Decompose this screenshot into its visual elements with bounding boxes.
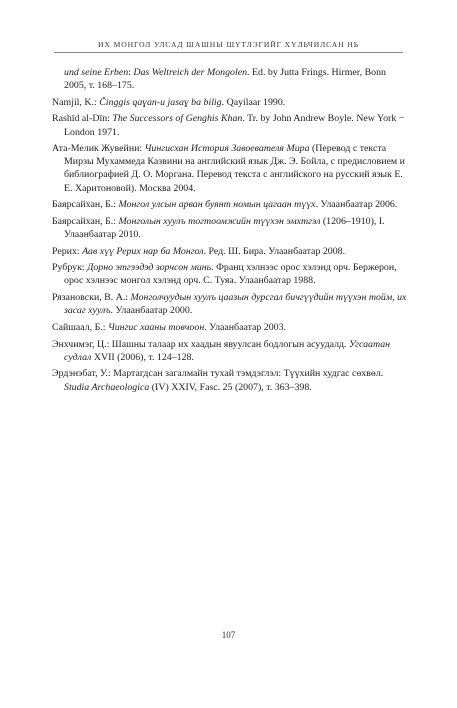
entry-author: Баярсайхан, Б.: <box>52 215 119 227</box>
entry-details: XVII (2006), т. 124–128. <box>91 351 194 363</box>
bibliography-entry <box>52 338 408 364</box>
entry-details: . Улаанбаатар 2006. <box>315 199 398 211</box>
entry-title: Монголын хуулъ тогтоомжийн түүхэн эмхтгэл <box>118 215 321 227</box>
entry-details: (1206–1910), I. Улаанбаатар 2010. <box>64 215 385 240</box>
entry-details: . Ed. by Jutta Frings. Hirmer, Bonn 2005, т. 168–175. <box>64 67 386 92</box>
entry-title-2: Das Weltreich der Mongolen <box>133 67 248 78</box>
entry-author: Рубрук: <box>52 262 88 274</box>
running-header: ИХ МОНГОЛ УЛСАД ШАШНЫ ШҮТЛЭГИЙГ ХҮЛЬЧИЛСАН НЬ <box>98 40 359 49</box>
header-rule <box>54 52 403 53</box>
page-number: 107 <box>221 630 236 640</box>
entry-details: . Франц хэлнээс орос хэлэнд орч. Бержерон, орос хэлнээс монгол хэлэнд орч. С. Туяа. Улаанбаатар 1988. <box>64 262 397 287</box>
bibliography-list <box>52 66 408 397</box>
entry-title: Монгол улсын арван буянт номын цагаан түүх <box>118 199 316 211</box>
entry-details: . Ред. Ш. Бира. Улаанбаатар 2008. <box>203 245 346 257</box>
bibliography-entry <box>52 215 408 241</box>
entry-author: Баярсайхан, Б.: <box>52 199 119 211</box>
entry-author: Рязановски, В. А.: <box>52 292 131 304</box>
entry-title: Činggis qaɣan-u jasaɣ ba bilig <box>99 96 222 108</box>
bibliography-entry <box>52 245 408 258</box>
bibliography-entry <box>52 198 408 211</box>
entry-title: Чингис хааны товчоон <box>107 321 205 333</box>
entry-details: . Tr. by John Andrew Boyle. New York − London 1971. <box>64 113 405 138</box>
entry-title: Studia Archaeologica <box>64 381 150 393</box>
entry-title: Угсаатан судлал <box>64 338 391 363</box>
entry-author: Namjil, K.: <box>52 96 100 108</box>
entry-text: : <box>128 67 134 78</box>
entry-author: Ата-Мелик Жувейни: <box>52 143 145 155</box>
bibliography-entry <box>52 321 408 334</box>
entry-details: (IV) XXIV, Fasc. 25 (2007), т. 363–398. <box>149 381 312 393</box>
entry-title: The Successors of Genghis Khan <box>112 113 243 125</box>
entry-title: Дорно этгээдэд зорчсон минь <box>87 262 212 274</box>
entry-title: Монголчуудын хуулъ цаазын дурсгал бичгүүдийн түүхэн тойм, их засаг хуулъ <box>64 292 407 317</box>
bibliography-entry <box>52 367 408 393</box>
bibliography-entry <box>52 142 408 194</box>
bibliography-entry <box>52 112 408 138</box>
entry-details: . Qayilaar 1990. <box>221 96 286 108</box>
bibliography-entry <box>52 261 408 287</box>
entry-author: Эрдэнэбат, У.: Мартагдсан загалмайн тухай тэмдэглэл: Түүхийн худгас сөхвөл. <box>52 368 384 380</box>
entry-author: Энхчимэг, Ц.: Шашны талаар их хаадын явуулсан бодлогын асуудалд. <box>52 338 349 350</box>
bibliography-entry <box>52 66 408 92</box>
entry-author: Rashīd al-Dīn: <box>52 113 113 125</box>
bibliography-entry <box>52 291 408 317</box>
entry-details: . Улаанбаатар 2003. <box>204 321 287 333</box>
entry-details: . Улаанбаатар 2000. <box>110 305 193 317</box>
entry-title: Чингисхан История Завоевателя Мира <box>144 143 310 155</box>
bibliography-entry <box>52 96 408 109</box>
entry-author: Рерих: <box>52 245 83 257</box>
entry-title: Аав хүү Рерих нар ба Монгол <box>82 245 204 257</box>
entry-details: (Перевод с текста Мирзы Мухаммеда Казвини на английский язык Дж. Э. Бойла, с предисловием и библиографией Д. О. Моргана. Перевод текста с английского на русский язык Е. Е. Харитоновой). Москва 2004. <box>64 143 405 194</box>
entry-title: und seine Erben <box>64 67 129 78</box>
entry-author: Сайшаал, Б.: <box>52 321 108 333</box>
